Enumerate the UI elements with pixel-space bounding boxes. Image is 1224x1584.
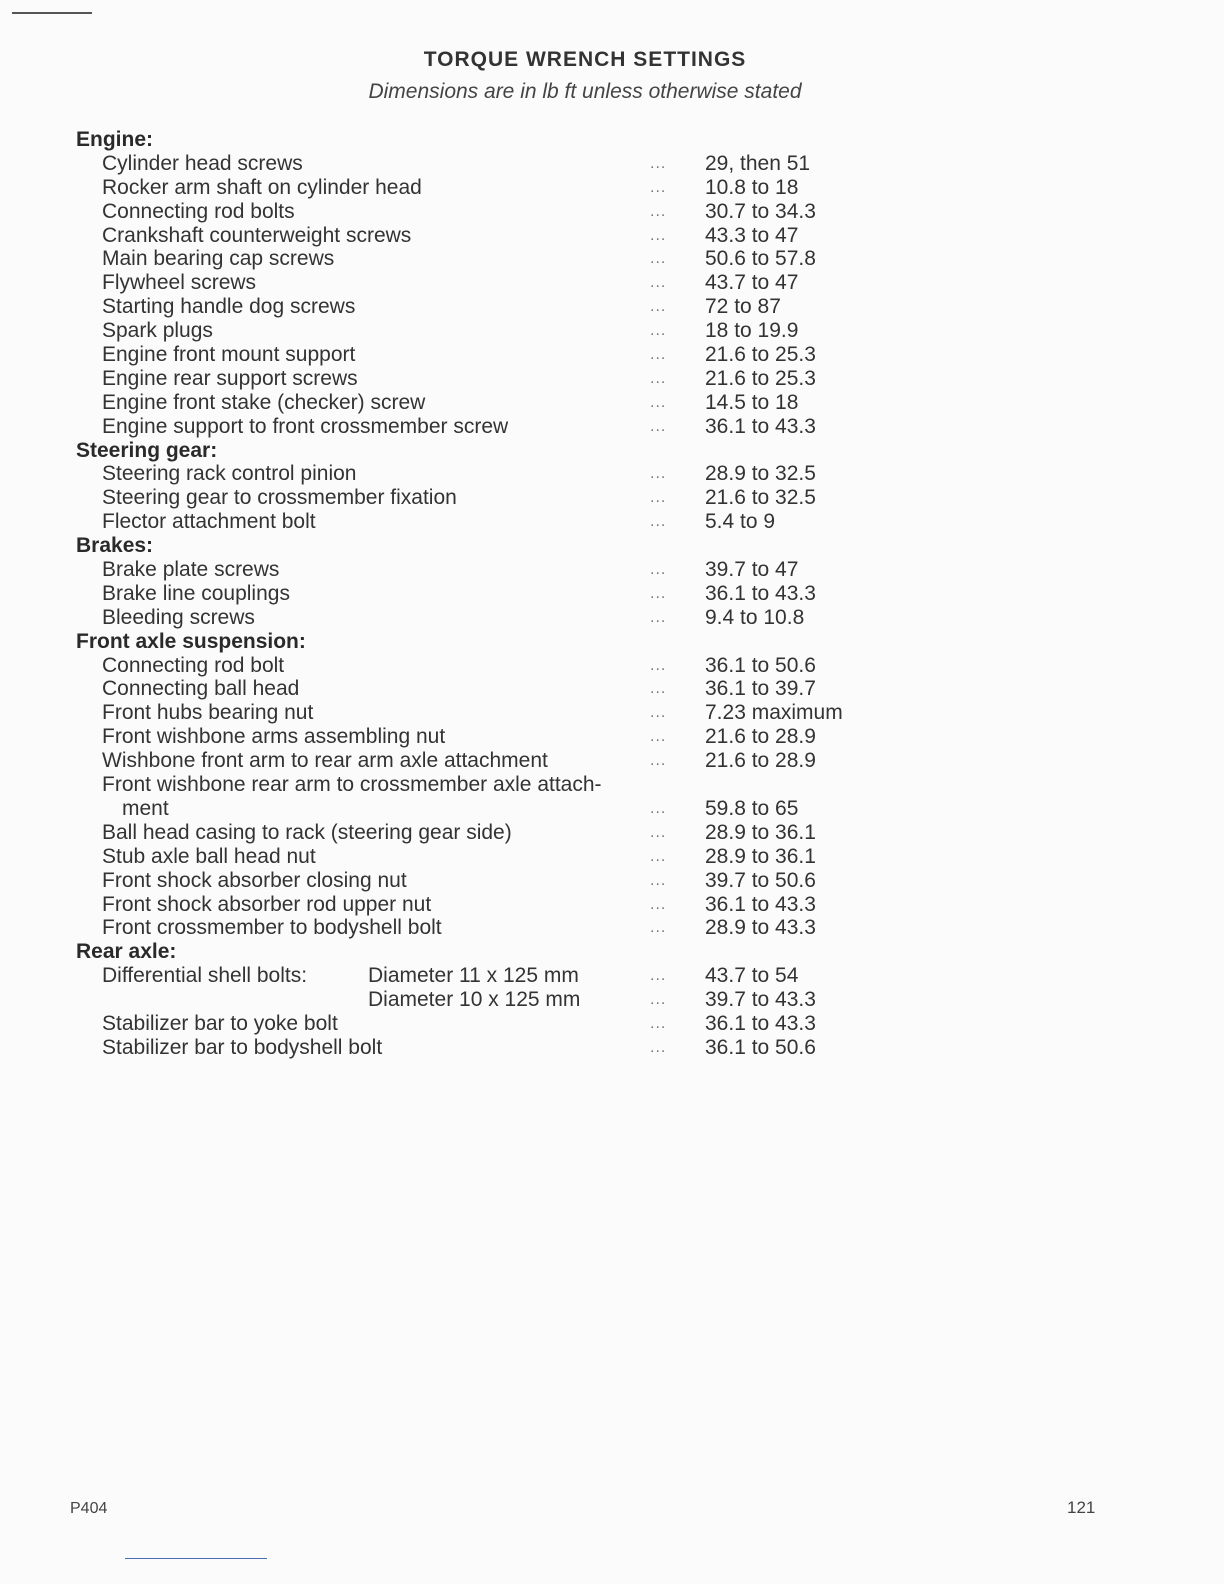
dot-leader: ...: [650, 967, 667, 985]
row-value: 9.4 to 10.8: [705, 605, 805, 629]
table-row: [0, 486, 1224, 510]
dot-leader: ...: [650, 1038, 667, 1056]
dot-leader: ...: [650, 991, 667, 1009]
row-label: Front shock absorber closing nut: [102, 868, 407, 892]
row-value: 43.7 to 47: [705, 271, 799, 295]
row-label: Wishbone front arm to rear arm axle attachment: [102, 749, 548, 773]
dot-leader: ...: [650, 561, 667, 579]
dot-leader: ...: [650, 823, 667, 841]
table-row: [0, 176, 1224, 200]
row-label: Front hubs bearing nut: [102, 701, 314, 725]
row-label: Front wishbone rear arm to crossmember axle attach-: [102, 773, 602, 797]
row-value: 36.1 to 50.6: [705, 653, 816, 677]
dot-leader: ...: [650, 704, 667, 722]
dot-leader: ...: [650, 895, 667, 913]
table-row: [0, 319, 1224, 343]
table-row: [0, 295, 1224, 319]
dot-leader: ...: [650, 154, 667, 172]
torque-table: [0, 128, 1224, 1060]
dot-leader: ...: [650, 298, 667, 316]
section-title-rear-axle: Rear axle:: [76, 940, 177, 964]
dot-leader: ...: [650, 178, 667, 196]
row-value: 18 to 19.9: [705, 319, 799, 343]
row-value: 28.9 to 43.3: [705, 916, 816, 940]
table-row: [0, 1012, 1224, 1036]
dot-leader: ...: [650, 393, 667, 411]
section-title-front-axle-suspension: Front axle suspension:: [76, 629, 306, 653]
row-value: 36.1 to 43.3: [705, 581, 816, 605]
section-title-brakes: Brakes:: [76, 534, 154, 558]
page-header: [0, 48, 1170, 104]
table-row: [0, 224, 1224, 248]
table-row: [0, 964, 1224, 988]
table-row: [0, 988, 1224, 1012]
row-label: Spark plugs: [102, 319, 213, 343]
row-label: Steering rack control pinion: [102, 462, 357, 486]
table-row: [0, 510, 1224, 534]
row-value: 28.9 to 36.1: [705, 820, 816, 844]
row-label: Front wishbone arms assembling nut: [102, 725, 446, 749]
section-title-engine: Engine:: [76, 128, 153, 151]
table-row: [0, 893, 1224, 917]
row-label: Cylinder head screws: [102, 151, 303, 175]
dot-leader: ...: [650, 608, 667, 626]
dot-leader: ...: [650, 226, 667, 244]
row-value: 28.9 to 36.1: [705, 844, 816, 868]
dot-leader: ...: [650, 465, 667, 483]
row-value: 50.6 to 57.8: [705, 247, 816, 271]
table-row: [0, 271, 1224, 295]
row-value: 21.6 to 25.3: [705, 343, 816, 367]
row-label: Diameter 10 x 125 mm: [368, 988, 581, 1012]
table-row: [0, 200, 1224, 224]
dot-leader: ...: [650, 513, 667, 531]
row-value: 36.1 to 43.3: [705, 414, 816, 438]
bottom-rule: [125, 1558, 267, 1559]
row-label: Engine front mount support: [102, 343, 356, 367]
dot-leader: ...: [650, 489, 667, 507]
row-value: 5.4 to 9: [705, 510, 776, 534]
table-row: [0, 462, 1224, 486]
row-label: Connecting rod bolts: [102, 199, 295, 223]
row-value: 39.7 to 50.6: [705, 868, 816, 892]
row-value: 30.7 to 34.3: [705, 199, 816, 223]
row-label: Flywheel screws: [102, 271, 257, 295]
table-row: [0, 845, 1224, 869]
table-row: [0, 247, 1224, 271]
table-row: [0, 415, 1224, 439]
row-label: Connecting ball head: [102, 677, 300, 701]
table-row: [0, 582, 1224, 606]
table-row: [0, 773, 1224, 797]
dot-leader: ...: [650, 322, 667, 340]
row-label: Ball head casing to rack (steering gear side): [102, 820, 512, 844]
row-label: Brake plate screws: [102, 558, 280, 582]
dot-leader: ...: [650, 656, 667, 674]
table-row: [0, 725, 1224, 749]
table-row: [0, 869, 1224, 893]
row-label: Stabilizer bar to bodyshell bolt: [102, 1035, 383, 1059]
page-code: P404: [70, 1500, 108, 1517]
dot-leader: ...: [650, 274, 667, 292]
row-value: 29, then 51: [705, 151, 811, 175]
dot-leader: ...: [650, 919, 667, 937]
row-label: Steering gear to crossmember fixation: [102, 486, 457, 510]
row-value: 72 to 87: [705, 295, 781, 319]
row-label: ment: [122, 796, 169, 820]
dot-leader: ...: [650, 871, 667, 889]
table-row: [0, 152, 1224, 176]
row-label: Rocker arm shaft on cylinder head: [102, 175, 422, 199]
row-sublabel: Diameter 11 x 125 mm: [368, 964, 579, 988]
row-label: Bleeding screws: [102, 605, 255, 629]
table-row: [0, 916, 1224, 940]
table-row: [0, 749, 1224, 773]
table-row: [0, 821, 1224, 845]
dot-leader: ...: [650, 250, 667, 268]
table-row: [0, 701, 1224, 725]
row-label: Crankshaft counterweight screws: [102, 223, 412, 247]
dot-leader: ...: [650, 417, 667, 435]
table-row: [0, 1036, 1224, 1060]
row-value: 21.6 to 25.3: [705, 366, 816, 390]
row-label: Flector attachment bolt: [102, 510, 316, 534]
row-value: 21.6 to 32.5: [705, 486, 816, 510]
dot-leader: ...: [650, 680, 667, 698]
row-label: Engine rear support screws: [102, 366, 358, 390]
row-label: Front crossmember to bodyshell bolt: [102, 916, 442, 940]
row-value: 36.1 to 39.7: [705, 677, 816, 701]
table-row: [0, 391, 1224, 415]
row-label: Engine support to front crossmember screw: [102, 414, 509, 438]
row-label: Main bearing cap screws: [102, 247, 335, 271]
row-label: Stub axle ball head nut: [102, 844, 316, 868]
table-row: [0, 677, 1224, 701]
row-value: 36.1 to 43.3: [705, 1011, 816, 1035]
row-value: 39.7 to 47: [705, 558, 799, 582]
row-label: Starting handle dog screws: [102, 295, 356, 319]
row-value: 39.7 to 43.3: [705, 988, 816, 1012]
row-value: 21.6 to 28.9: [705, 749, 816, 773]
dot-leader: ...: [650, 1014, 667, 1032]
page-number: 121: [1067, 1498, 1096, 1517]
row-value: 14.5 to 18: [705, 390, 799, 414]
row-value: 43.7 to 54: [705, 964, 799, 988]
row-label: Differential shell bolts:: [102, 964, 308, 988]
row-value: 43.3 to 47: [705, 223, 799, 247]
row-value: 7.23 maximum: [705, 701, 843, 725]
row-value: 28.9 to 32.5: [705, 462, 816, 486]
row-value: 36.1 to 50.6: [705, 1035, 816, 1059]
dot-leader: ...: [650, 369, 667, 387]
dot-leader: ...: [650, 584, 667, 602]
page-title: TORQUE WRENCH SETTINGS: [423, 48, 747, 71]
row-label: Stabilizer bar to yoke bolt: [102, 1011, 338, 1035]
table-row: [0, 343, 1224, 367]
dot-leader: ...: [650, 799, 667, 817]
dot-leader: ...: [650, 752, 667, 770]
dot-leader: ...: [650, 202, 667, 220]
row-label: Front shock absorber rod upper nut: [102, 892, 432, 916]
row-value: 59.8 to 65: [705, 796, 799, 820]
row-value: 21.6 to 28.9: [705, 725, 816, 749]
row-value: 36.1 to 43.3: [705, 892, 816, 916]
table-row: [0, 367, 1224, 391]
page-subtitle: Dimensions are in lb ft unless otherwise stated: [368, 80, 802, 103]
table-row: [0, 558, 1224, 582]
dot-leader: ...: [650, 346, 667, 364]
section-title-steering-gear: Steering gear:: [76, 438, 218, 462]
row-value: 10.8 to 18: [705, 175, 799, 199]
row-label: Connecting rod bolt: [102, 653, 285, 677]
dot-leader: ...: [650, 728, 667, 746]
row-label: Brake line couplings: [102, 581, 290, 605]
row-label: Engine front stake (checker) screw: [102, 390, 426, 414]
dot-leader: ...: [650, 847, 667, 865]
table-row: [0, 797, 1224, 821]
table-row: [0, 606, 1224, 630]
table-row: [0, 654, 1224, 678]
top-rule: [12, 12, 92, 14]
